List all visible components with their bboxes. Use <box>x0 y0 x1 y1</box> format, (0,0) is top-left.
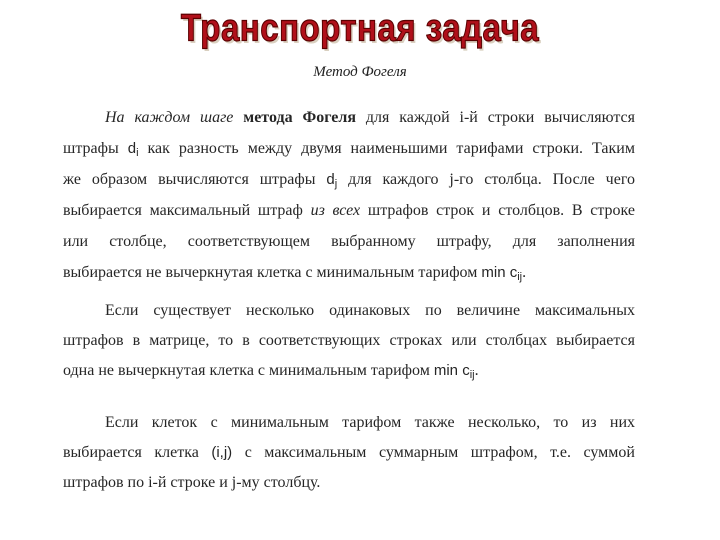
line <box>63 356 635 386</box>
line <box>63 195 635 226</box>
line <box>63 257 635 288</box>
text: . <box>474 362 479 379</box>
text: штрафы <box>63 140 128 157</box>
text: одна не вычеркнутая клетка с минимальным тарифом <box>63 362 434 379</box>
formula-ij: (i,j) <box>211 444 233 461</box>
formula-min-cij: $\min c_{ij}$ <box>433 362 475 381</box>
text: как разность между двумя наименьшими тарифами строки. Таким <box>138 140 635 157</box>
line: Если клеток с минимальным тарифом также несколько, то из них <box>105 414 635 431</box>
text: выбирается клетка <box>63 444 212 461</box>
text: для каждого j-го столбца. После чего <box>337 171 635 188</box>
line <box>63 164 635 195</box>
text: с максимальным суммарным штрафом, т.е. суммой <box>232 444 635 461</box>
line: штрафов по i-й строке и j-му столбцу. <box>63 474 321 491</box>
text: . <box>522 264 527 281</box>
line: или столбце, соответствующем выбранному штрафу, для заполнения <box>63 233 635 250</box>
line <box>63 438 635 468</box>
text: же образом вычисляются штрафы <box>63 171 327 188</box>
slide-title: Транспортная задача <box>180 6 540 49</box>
text: выбирается не вычеркнутая клетка с минимальным тарифом <box>63 264 482 281</box>
method-subtitle: Метод Фогеля <box>313 64 407 80</box>
text: штрафов строк и столбцов. В строке <box>360 202 636 219</box>
line: Если существует несколько одинаковых по величине максимальных <box>105 302 635 319</box>
line: штрафов в матрице, то в соответствующих строках или столбцах выбирается <box>63 332 635 349</box>
formula-di: $d_i$ <box>127 140 139 159</box>
text: выбирается максимальный штраф <box>63 202 311 219</box>
bold-term: метода Фогеля <box>243 109 356 126</box>
line <box>63 133 635 164</box>
paragraph-2 <box>63 296 635 386</box>
paragraph-3 <box>63 408 635 498</box>
italic-text: из всех <box>310 202 361 219</box>
text: для каждой i-й строки вычисляются <box>356 109 636 126</box>
line <box>63 102 635 133</box>
document-body <box>63 102 635 498</box>
paragraph-1 <box>63 102 635 288</box>
formula-dj: $d_j$ <box>326 171 338 190</box>
formula-min-cij: $\min c_{ij}$ <box>481 264 523 283</box>
italic-text: На каждом шаге <box>105 109 244 126</box>
